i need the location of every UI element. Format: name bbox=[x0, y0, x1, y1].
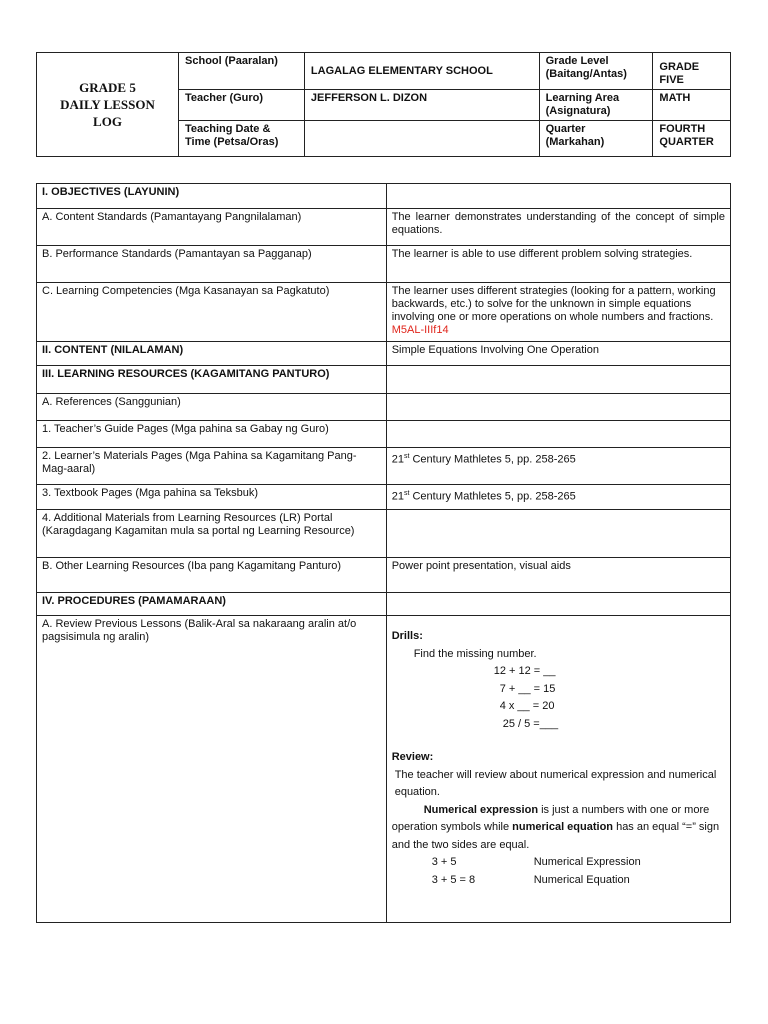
drill-item: 7 + __ = 15 bbox=[499, 682, 556, 695]
header-table bbox=[36, 52, 731, 157]
school-value: LAGALAG ELEMENTARY SCHOOL bbox=[304, 53, 539, 90]
other-resources-label: B. Other Learning Resources (Iba pang Kagamitang Panturo) bbox=[37, 558, 387, 593]
procedures-heading: IV. PROCEDURES (PAMAMARAAN) bbox=[37, 593, 387, 616]
competencies-text: The learner uses different strategies (looking for a pattern, working backwards, etc.) to solve for the unknown in simple equations involving one or more operations on whole numbers and fractions. bbox=[391, 285, 716, 323]
title-line-3: LOG bbox=[93, 114, 122, 129]
review-lessons-label: A. Review Previous Lessons (Balik-Aral sa nakaraang aralin at/o pagsisimula ng aralin) bbox=[37, 616, 387, 923]
grade-label: Grade Level (Baitang/Antas) bbox=[539, 53, 653, 90]
review-definition bbox=[392, 802, 725, 855]
lm-pages-label: 2. Learner’s Materials Pages (Mga Pahina sa Kagamitang Pang-Mag-aaral) bbox=[37, 448, 387, 485]
example-expr: 3 + 5 = 8 bbox=[431, 873, 476, 886]
procedures-value bbox=[386, 593, 730, 616]
tg-pages-value bbox=[386, 421, 730, 448]
drill-item: 12 + 12 = __ bbox=[493, 665, 556, 677]
teacher-label: Teacher (Guro) bbox=[179, 90, 305, 121]
competencies-label: C. Learning Competencies (Mga Kasanayan sa Pagkatuto) bbox=[37, 283, 387, 342]
quarter-label: Quarter (Markahan) bbox=[539, 121, 653, 157]
drills-title: Drills: bbox=[391, 630, 423, 642]
lm-pages-value bbox=[386, 448, 730, 485]
content-standards-value: The learner demonstrates understanding of the concept of simple equations. bbox=[386, 209, 730, 246]
objectives-value bbox=[386, 184, 730, 209]
quarter-value: FOURTH QUARTER bbox=[653, 121, 731, 157]
references-label: A. References (Sanggunian) bbox=[37, 394, 387, 421]
content-standards-label: A. Content Standards (Pamantayang Pangnilalaman) bbox=[37, 209, 387, 246]
area-value: MATH bbox=[653, 90, 731, 121]
area-label: Learning Area (Asignatura) bbox=[539, 90, 653, 121]
expression-term: Numerical expression bbox=[423, 803, 539, 816]
equation-term: numerical equation bbox=[512, 821, 614, 833]
title-line-2: DAILY LESSON bbox=[60, 97, 155, 112]
tb-pages-num: 21 bbox=[391, 490, 404, 503]
other-resources-value: Power point presentation, visual aids bbox=[386, 558, 730, 593]
drills-block bbox=[392, 628, 725, 889]
title-line-1: GRADE 5 bbox=[79, 80, 136, 95]
school-label: School (Paaralan) bbox=[179, 53, 305, 90]
expression-text: is just a numbers with one or more operation symbols while bbox=[391, 803, 710, 833]
drills-instruction: Find the missing number. bbox=[413, 647, 537, 660]
lm-pages-num: 21 bbox=[391, 453, 404, 466]
lr-portal-label: 4. Additional Materials from Learning Resources (LR) Portal (Karagdagang Kagamitan mula sa portal ng Learning Resource) bbox=[37, 510, 387, 558]
lr-portal-value bbox=[386, 510, 730, 558]
competency-code: M5AL-IIIf14 bbox=[391, 324, 449, 336]
example-kind: Numerical Expression bbox=[533, 856, 641, 868]
lm-pages-text: Century Mathletes 5, pp. 258-265 bbox=[409, 453, 576, 466]
date-label: Teaching Date & Time (Petsa/Oras) bbox=[179, 121, 305, 157]
objectives-heading: I. OBJECTIVES (LAYUNIN) bbox=[37, 184, 387, 209]
performance-standards-label: B. Performance Standards (Pamantayan sa Pagganap) bbox=[37, 246, 387, 283]
lesson-table bbox=[36, 183, 731, 923]
resources-heading: III. LEARNING RESOURCES (KAGAMITANG PANTURO) bbox=[37, 366, 387, 394]
example-kind: Numerical Equation bbox=[533, 873, 630, 886]
tg-pages-label: 1. Teacher’s Guide Pages (Mga pahina sa Gabay ng Guro) bbox=[37, 421, 387, 448]
resources-value bbox=[386, 366, 730, 394]
tb-pages-sup: st bbox=[403, 490, 410, 497]
date-value bbox=[304, 121, 539, 157]
references-value bbox=[386, 394, 730, 421]
textbook-pages-value bbox=[386, 485, 730, 510]
textbook-pages-label: 3. Textbook Pages (Mga pahina sa Teksbuk) bbox=[37, 485, 387, 510]
drill-item: 4 x __ = 20 bbox=[499, 700, 555, 712]
equation-text: has an equal “=” sign and the two sides are equal. bbox=[391, 821, 720, 851]
content-value: Simple Equations Involving One Operation bbox=[386, 342, 730, 366]
teacher-value: JEFFERSON L. DIZON bbox=[304, 90, 539, 121]
example-row bbox=[392, 872, 725, 890]
example-expr: 3 + 5 bbox=[431, 856, 457, 868]
review-title: Review: bbox=[391, 751, 434, 763]
log-title bbox=[37, 53, 179, 157]
tb-pages-text: Century Mathletes 5, pp. 258-265 bbox=[409, 490, 576, 503]
grade-value: GRADE FIVE bbox=[653, 53, 731, 90]
lm-pages-sup: st bbox=[403, 453, 410, 460]
review-text: The teacher will review about numerical expression and numerical equation. bbox=[394, 768, 717, 798]
example-row bbox=[392, 854, 725, 872]
competencies-value bbox=[386, 283, 730, 342]
drill-item: 25 / 5 =___ bbox=[502, 717, 559, 730]
review-lessons-value bbox=[386, 616, 730, 923]
content-heading: II. CONTENT (NILALAMAN) bbox=[37, 342, 387, 366]
performance-standards-value: The learner is able to use different problem solving strategies. bbox=[386, 246, 730, 283]
